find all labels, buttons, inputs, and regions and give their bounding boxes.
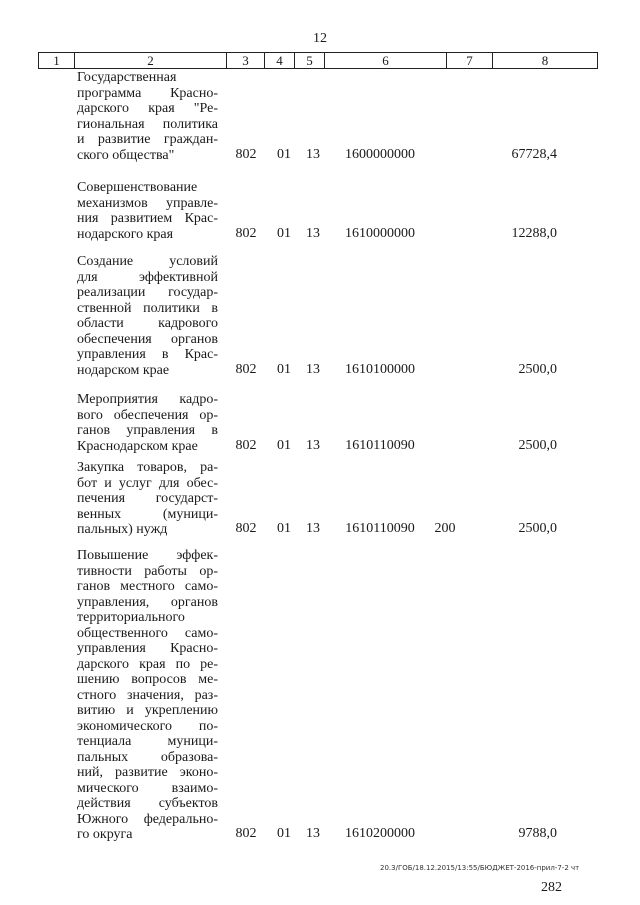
description-line: общественного само- — [77, 625, 218, 641]
description-line: ганов местного само- — [77, 579, 218, 594]
page-number-bottom: 282 — [541, 880, 562, 895]
column-number-8: 8 — [541, 53, 549, 68]
description-line: программа Красно- — [77, 85, 218, 101]
column-number-1: 1 — [39, 53, 75, 68]
description-line: дарского края "Ре- — [77, 101, 218, 116]
target-article-code: 1610100000 — [345, 361, 415, 377]
description-line: действия субъектов — [77, 796, 218, 811]
description-line: механизмов управле- — [77, 195, 218, 211]
description-line: Краснодарском крае — [77, 438, 198, 454]
section-code: 01 — [277, 225, 291, 241]
amount: 2500,0 — [518, 437, 557, 453]
description-line: ний, развитие эконо- — [77, 765, 218, 780]
row-description — [77, 392, 218, 454]
description-line: мического взаимо- — [77, 780, 218, 796]
target-article-code: 1610110090 — [345, 437, 415, 453]
section-code: 01 — [277, 521, 291, 536]
description-line: управления в Крас- — [77, 347, 218, 362]
department-code: 802 — [235, 146, 257, 162]
description-line: нодарском крае — [77, 362, 170, 378]
document-footer-code: 20.3/ГОБ/18.12.2015/13:55/БЮДЖЕТ-2016-прил-7-2 чт — [380, 864, 580, 872]
description-line: пальных образова- — [77, 749, 218, 765]
description-line: венных (муници- — [77, 506, 218, 522]
description-line: экономического по- — [77, 718, 218, 734]
column-number-5: 5 — [295, 53, 325, 68]
description-line: Государственная — [77, 70, 177, 85]
description-line: витию и укреплению — [77, 703, 218, 718]
row-description — [77, 548, 218, 843]
description-line: ского общества" — [77, 147, 175, 163]
description-line: тивности работы ор- — [77, 563, 218, 579]
description-line: пальных) нужд — [77, 522, 168, 537]
description-line: бот и услуг для обес- — [77, 475, 218, 491]
description-line: дарского края по ре- — [77, 656, 218, 672]
description-line: ственной политики в — [77, 300, 218, 316]
department-code: 802 — [235, 225, 257, 241]
department-code: 802 — [235, 826, 257, 841]
description-line: тенциала муници- — [77, 734, 218, 749]
subsection-code: 13 — [306, 437, 320, 453]
description-line: ния развитием Крас- — [77, 211, 218, 226]
description-line: обеспечения органов — [77, 331, 218, 347]
description-line: ганов управления в — [77, 423, 218, 438]
column-number-2: 2 — [75, 53, 227, 68]
column-number-header — [38, 52, 598, 69]
column-number-4: 4 — [265, 53, 295, 68]
description-line: реализации государ- — [77, 285, 218, 300]
description-line: стного значения, раз- — [77, 687, 218, 703]
description-line: области кадрового — [77, 316, 218, 331]
amount: 2500,0 — [518, 521, 557, 536]
subsection-code: 13 — [306, 225, 320, 241]
column-number-6: 6 — [325, 53, 447, 68]
amount: 67728,4 — [511, 146, 557, 162]
department-code: 802 — [235, 361, 257, 377]
description-line: Мероприятия кадро- — [77, 392, 218, 407]
target-article-code: 1600000000 — [345, 146, 415, 162]
subsection-code: 13 — [306, 361, 320, 377]
row-description — [77, 460, 218, 538]
description-line: и развитие граждан- — [77, 132, 218, 147]
row-description — [77, 254, 218, 378]
description-line: Южного федерально- — [77, 811, 218, 827]
description-line: нодарского края — [77, 226, 174, 242]
department-code: 802 — [235, 521, 257, 536]
description-line: Создание условий — [77, 254, 218, 269]
target-article-code: 1610200000 — [345, 826, 415, 841]
description-line: шению вопросов ме- — [77, 672, 218, 687]
description-line: го округа — [77, 827, 133, 842]
amount: 2500,0 — [518, 361, 557, 377]
subsection-code: 13 — [306, 826, 320, 841]
page-number-top: 12 — [313, 31, 327, 46]
row-description — [77, 70, 218, 163]
row-description — [77, 180, 218, 242]
subsection-code: 13 — [306, 146, 320, 162]
description-line: гиональная политика — [77, 116, 218, 132]
section-code: 01 — [277, 437, 291, 453]
description-line: Закупка товаров, ра- — [77, 460, 218, 475]
subsection-code: 13 — [306, 521, 320, 536]
section-code: 01 — [277, 146, 291, 162]
description-line: Совершенствование — [77, 180, 198, 195]
description-line: территориального — [77, 610, 185, 625]
description-line: для эффективной — [77, 269, 218, 285]
description-line: печения государст- — [77, 491, 218, 506]
description-line: Повышение эффек- — [77, 548, 218, 563]
section-code: 01 — [277, 826, 291, 841]
description-line: управления Красно- — [77, 641, 218, 656]
column-number-3: 3 — [227, 53, 265, 68]
description-line: управления, органов — [77, 594, 218, 610]
target-article-code: 1610000000 — [345, 225, 415, 241]
column-number-7: 7 — [447, 53, 493, 68]
department-code: 802 — [235, 437, 257, 453]
expense-type-code: 200 — [434, 521, 456, 536]
section-code: 01 — [277, 361, 291, 377]
target-article-code: 1610110090 — [345, 521, 415, 536]
amount: 12288,0 — [511, 225, 557, 241]
description-line: вого обеспечения ор- — [77, 407, 218, 423]
amount: 9788,0 — [518, 826, 557, 841]
